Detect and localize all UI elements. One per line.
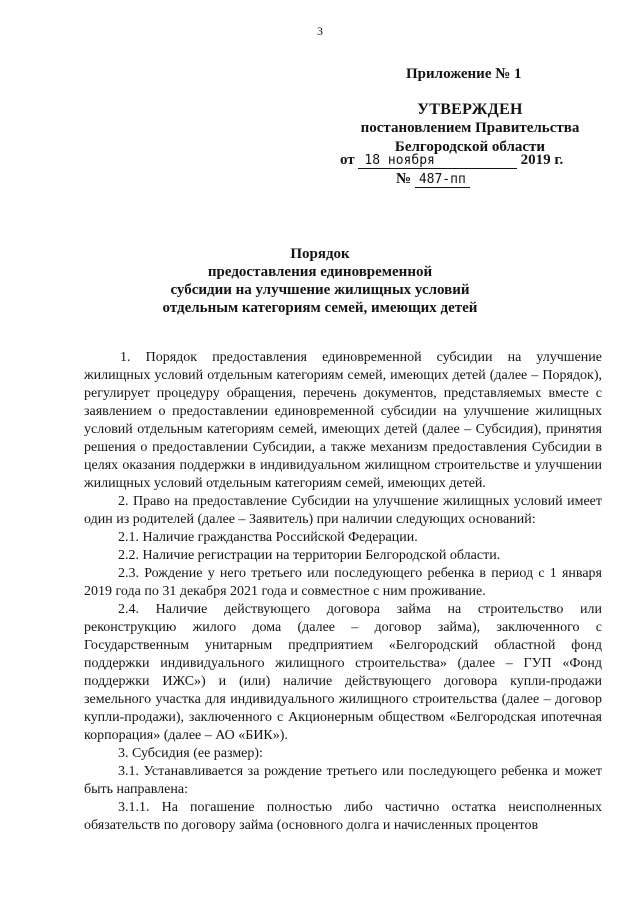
approval-number [396,171,470,188]
paragraph: 2. Право на предоставление Субсидии на улучшение жилищных условий имеет один из родителей (далее – Заявитель) при наличии следующих оснований: [84,494,602,527]
paragraph: 1. Порядок предоставления единовременной субсидии на улучшение жилищных условий отдельным категориям семей, имеющих детей (далее – Порядок), регулирует процедуру обращения, перечень документов, представляемых вместе с заявлением о предоставлении единовременной субсидии на улучшение жилищных условий отдельным категориям семей, имеющих детей (далее – Субсидия), принятия решения о предоставлении Субсидии, а также механизм предоставления Субсидии в целях оказания поддержки в индивидуальном жилищном строительстве и улучшении жилищных условий отдельным категориям семей, имеющих детей. [84,350,602,491]
appendix-label: Приложение № 1 [406,66,522,82]
paragraph: 3. Субсидия (ее размер): [118,746,263,761]
approved-heading: УТВЕРЖДЕН [417,101,523,118]
handwritten-date: 18 ноября [358,153,516,169]
date-prefix: от [340,152,355,168]
approval-line: Белгородской области [394,139,546,155]
paragraph: 2.2. Наличие регистрации на территории Белгородской области. [118,548,501,563]
title-line: отдельным категориям семей, имеющих детей [162,300,478,316]
document-title [120,245,520,317]
paragraph: 2.4. Наличие действующего договора займа на строительство или реконструкцию жилого дома (далее – договор займа), заключенного с Государственным унитарным предприятием «Белгородский областной фонд поддержки индивидуального жилищного строительства» (далее – ГУП «Фонд поддержки ИЖС») и (или) наличие действующего договора купли-продажи земельного участка для индивидуального жилищного строительства (далее – договор купли-продажи), заключенного с Акционерным обществом «Белгородская ипотечная корпорация» (далее – АО «БИК»). [84,602,602,743]
paragraph: 2.1. Наличие гражданства Российской Федерации. [118,530,418,545]
handwritten-number: 487-пп [415,172,470,188]
approval-block [340,100,600,157]
approval-date [340,152,563,169]
approval-line: постановлением Правительства [360,120,580,136]
number-prefix: № [396,171,412,187]
paragraph: 2.3. Рождение у него третьего или последующего ребенка в период с 1 января 2019 года по 31 декабря 2021 года и совместное с ним проживание. [84,566,602,599]
paragraph: 3.1.1. На погашение полностью либо частично остатка неисполненных обязательств по договору займа (основного долга и начисленных процентов [84,800,602,833]
paragraph: 3.1. Устанавливается за рождение третьего или последующего ребенка и может быть направлена: [84,764,602,797]
title-line: предоставления единовременной [207,264,433,280]
document-body [84,349,602,835]
date-suffix: 2019 г. [520,152,564,168]
page-number: 3 [317,24,323,38]
title-line: Порядок [290,246,350,262]
title-line: субсидии на улучшение жилищных условий [170,282,470,298]
